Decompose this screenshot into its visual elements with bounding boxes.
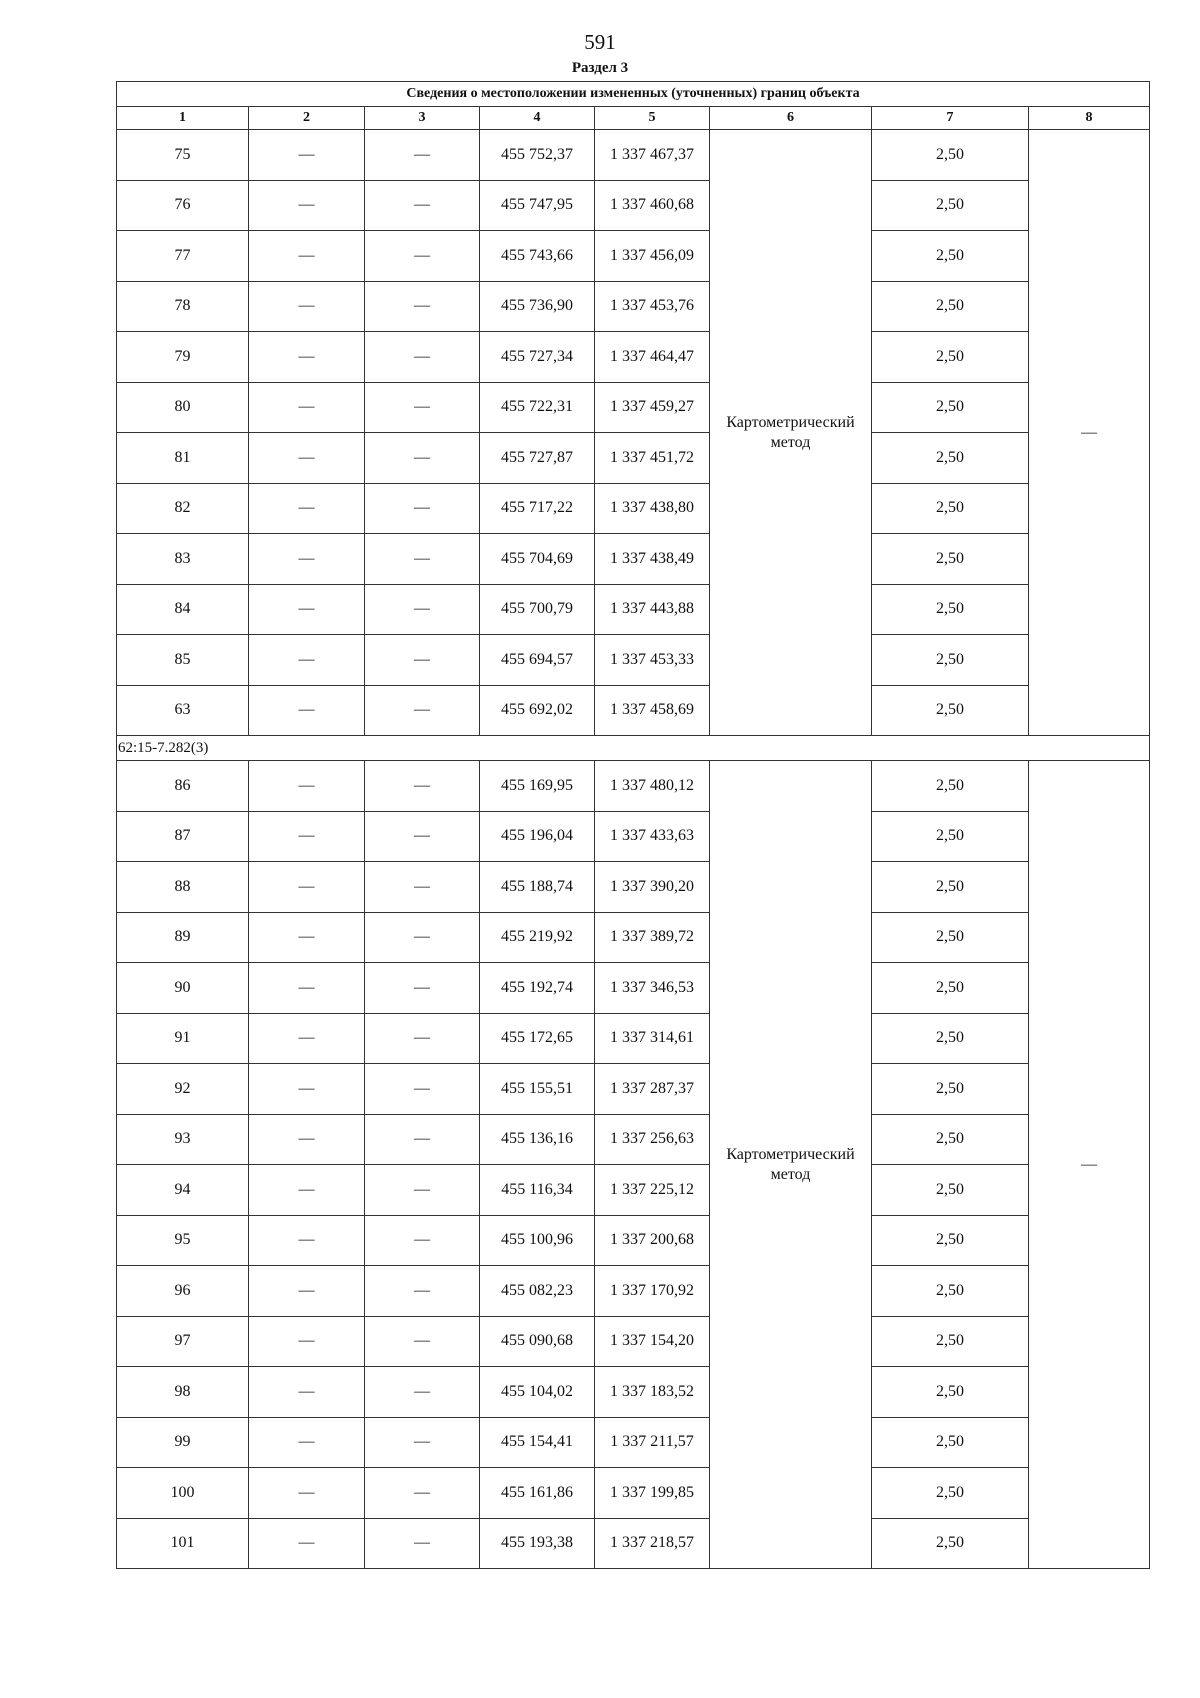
- col2-cell: —: [249, 281, 365, 332]
- point-number-cell: 77: [117, 231, 249, 282]
- y-coordinate-cell: 1 337 200,68: [595, 1215, 710, 1266]
- x-coordinate-cell: 455 172,65: [480, 1013, 595, 1064]
- accuracy-cell: 2,50: [872, 1013, 1029, 1064]
- y-coordinate-cell: 1 337 438,80: [595, 483, 710, 534]
- col3-cell: —: [365, 1316, 480, 1367]
- col3-cell: —: [365, 1417, 480, 1468]
- x-coordinate-cell: 455 704,69: [480, 534, 595, 585]
- accuracy-cell: 2,50: [872, 382, 1029, 433]
- accuracy-cell: 2,50: [872, 534, 1029, 585]
- point-number-cell: 90: [117, 963, 249, 1014]
- method-cell: Картометрический метод: [710, 761, 872, 1569]
- accuracy-cell: 2,50: [872, 1064, 1029, 1115]
- point-number-cell: 76: [117, 180, 249, 231]
- col3-cell: —: [365, 1367, 480, 1418]
- x-coordinate-cell: 455 154,41: [480, 1417, 595, 1468]
- table-row: [117, 1114, 1150, 1165]
- point-number-cell: 75: [117, 130, 249, 181]
- table-row: [117, 534, 1150, 585]
- x-coordinate-cell: 455 700,79: [480, 584, 595, 635]
- x-coordinate-cell: 455 082,23: [480, 1266, 595, 1317]
- y-coordinate-cell: 1 337 314,61: [595, 1013, 710, 1064]
- point-number-cell: 98: [117, 1367, 249, 1418]
- y-coordinate-cell: 1 337 154,20: [595, 1316, 710, 1367]
- point-number-cell: 80: [117, 382, 249, 433]
- col3-cell: —: [365, 963, 480, 1014]
- x-coordinate-cell: 455 161,86: [480, 1468, 595, 1519]
- point-number-cell: 101: [117, 1518, 249, 1569]
- point-number-cell: 99: [117, 1417, 249, 1468]
- col3-cell: —: [365, 332, 480, 383]
- table-row: [117, 1215, 1150, 1266]
- column-number: 5: [595, 107, 710, 130]
- col2-cell: —: [249, 1266, 365, 1317]
- point-number-cell: 84: [117, 584, 249, 635]
- x-coordinate-cell: 455 090,68: [480, 1316, 595, 1367]
- col2-cell: —: [249, 584, 365, 635]
- table-row: [117, 1064, 1150, 1115]
- accuracy-cell: 2,50: [872, 811, 1029, 862]
- col2-cell: —: [249, 231, 365, 282]
- col3-cell: —: [365, 811, 480, 862]
- y-coordinate-cell: 1 337 390,20: [595, 862, 710, 913]
- table-row: [117, 382, 1150, 433]
- method-cell: Картометрический метод: [710, 130, 872, 736]
- x-coordinate-cell: 455 104,02: [480, 1367, 595, 1418]
- y-coordinate-cell: 1 337 225,12: [595, 1165, 710, 1216]
- accuracy-cell: 2,50: [872, 862, 1029, 913]
- point-number-cell: 86: [117, 761, 249, 812]
- point-number-cell: 82: [117, 483, 249, 534]
- accuracy-cell: 2,50: [872, 912, 1029, 963]
- point-number-cell: 85: [117, 635, 249, 686]
- col3-cell: —: [365, 1266, 480, 1317]
- accuracy-cell: 2,50: [872, 635, 1029, 686]
- accuracy-cell: 2,50: [872, 963, 1029, 1014]
- col2-cell: —: [249, 483, 365, 534]
- col2-cell: —: [249, 1417, 365, 1468]
- y-coordinate-cell: 1 337 211,57: [595, 1417, 710, 1468]
- y-coordinate-cell: 1 337 459,27: [595, 382, 710, 433]
- point-number-cell: 63: [117, 685, 249, 736]
- x-coordinate-cell: 455 692,02: [480, 685, 595, 736]
- accuracy-cell: 2,50: [872, 1417, 1029, 1468]
- col2-cell: —: [249, 1114, 365, 1165]
- col2-cell: —: [249, 963, 365, 1014]
- point-number-cell: 96: [117, 1266, 249, 1317]
- point-number-cell: 94: [117, 1165, 249, 1216]
- x-coordinate-cell: 455 188,74: [480, 862, 595, 913]
- accuracy-cell: 2,50: [872, 584, 1029, 635]
- table-row: [117, 433, 1150, 484]
- y-coordinate-cell: 1 337 170,92: [595, 1266, 710, 1317]
- point-number-cell: 81: [117, 433, 249, 484]
- point-number-cell: 95: [117, 1215, 249, 1266]
- accuracy-cell: 2,50: [872, 130, 1029, 181]
- col2-cell: —: [249, 1468, 365, 1519]
- col2-cell: —: [249, 130, 365, 181]
- x-coordinate-cell: 455 717,22: [480, 483, 595, 534]
- table-row: [117, 1367, 1150, 1418]
- col3-cell: —: [365, 130, 480, 181]
- col3-cell: —: [365, 584, 480, 635]
- col2-cell: —: [249, 811, 365, 862]
- col3-cell: —: [365, 1468, 480, 1519]
- table-row: [117, 1165, 1150, 1216]
- accuracy-cell: 2,50: [872, 1468, 1029, 1519]
- x-coordinate-cell: 455 747,95: [480, 180, 595, 231]
- table-row: [117, 1468, 1150, 1519]
- accuracy-cell: 2,50: [872, 281, 1029, 332]
- col3-cell: —: [365, 635, 480, 686]
- y-coordinate-cell: 1 337 464,47: [595, 332, 710, 383]
- x-coordinate-cell: 455 116,34: [480, 1165, 595, 1216]
- col3-cell: —: [365, 483, 480, 534]
- col3-cell: —: [365, 382, 480, 433]
- col2-cell: —: [249, 761, 365, 812]
- col3-cell: —: [365, 862, 480, 913]
- x-coordinate-cell: 455 196,04: [480, 811, 595, 862]
- accuracy-cell: 2,50: [872, 433, 1029, 484]
- x-coordinate-cell: 455 136,16: [480, 1114, 595, 1165]
- y-coordinate-cell: 1 337 467,37: [595, 130, 710, 181]
- x-coordinate-cell: 455 752,37: [480, 130, 595, 181]
- point-number-cell: 88: [117, 862, 249, 913]
- col2-cell: —: [249, 1367, 365, 1418]
- col3-cell: —: [365, 1165, 480, 1216]
- accuracy-cell: 2,50: [872, 1165, 1029, 1216]
- y-coordinate-cell: 1 337 480,12: [595, 761, 710, 812]
- page-number: 591: [584, 30, 616, 54]
- col2-cell: —: [249, 912, 365, 963]
- table-row: [117, 811, 1150, 862]
- col2-cell: —: [249, 180, 365, 231]
- y-coordinate-cell: 1 337 456,09: [595, 231, 710, 282]
- table-row: [117, 761, 1150, 812]
- accuracy-cell: 2,50: [872, 1215, 1029, 1266]
- point-number-cell: 100: [117, 1468, 249, 1519]
- col3-cell: —: [365, 685, 480, 736]
- x-coordinate-cell: 455 743,66: [480, 231, 595, 282]
- col2-cell: —: [249, 433, 365, 484]
- y-coordinate-cell: 1 337 218,57: [595, 1518, 710, 1569]
- point-number-cell: 78: [117, 281, 249, 332]
- y-coordinate-cell: 1 337 453,33: [595, 635, 710, 686]
- accuracy-cell: 2,50: [872, 332, 1029, 383]
- col3-cell: —: [365, 761, 480, 812]
- col2-cell: —: [249, 1316, 365, 1367]
- col3-cell: —: [365, 231, 480, 282]
- table-row: [117, 281, 1150, 332]
- col3-cell: —: [365, 912, 480, 963]
- col3-cell: —: [365, 1518, 480, 1569]
- table-row: [117, 685, 1150, 736]
- table-row: [117, 862, 1150, 913]
- accuracy-cell: 2,50: [872, 483, 1029, 534]
- col8-cell: —: [1029, 761, 1150, 1569]
- col3-cell: —: [365, 534, 480, 585]
- table-row: [117, 130, 1150, 181]
- table-row: [117, 332, 1150, 383]
- column-number: 1: [117, 107, 249, 130]
- y-coordinate-cell: 1 337 460,68: [595, 180, 710, 231]
- table-row: [117, 584, 1150, 635]
- y-coordinate-cell: 1 337 438,49: [595, 534, 710, 585]
- col3-cell: —: [365, 1064, 480, 1115]
- col3-cell: —: [365, 180, 480, 231]
- y-coordinate-cell: 1 337 443,88: [595, 584, 710, 635]
- section-title: Раздел 3: [571, 60, 629, 76]
- column-number: 4: [480, 107, 595, 130]
- point-number-cell: 79: [117, 332, 249, 383]
- x-coordinate-cell: 455 219,92: [480, 912, 595, 963]
- table-row: [117, 1266, 1150, 1317]
- y-coordinate-cell: 1 337 451,72: [595, 433, 710, 484]
- table-row: [117, 635, 1150, 686]
- table-row: [117, 1417, 1150, 1468]
- point-number-cell: 92: [117, 1064, 249, 1115]
- col3-cell: —: [365, 1013, 480, 1064]
- x-coordinate-cell: 455 193,38: [480, 1518, 595, 1569]
- y-coordinate-cell: 1 337 346,53: [595, 963, 710, 1014]
- column-number: 6: [710, 107, 872, 130]
- accuracy-cell: 2,50: [872, 231, 1029, 282]
- table-row: [117, 231, 1150, 282]
- column-number: 7: [872, 107, 1029, 130]
- col2-cell: —: [249, 332, 365, 383]
- y-coordinate-cell: 1 337 183,52: [595, 1367, 710, 1418]
- col3-cell: —: [365, 433, 480, 484]
- col3-cell: —: [365, 1215, 480, 1266]
- col2-cell: —: [249, 635, 365, 686]
- column-number: 2: [249, 107, 365, 130]
- col2-cell: —: [249, 1165, 365, 1216]
- group-label-row: [117, 736, 1150, 761]
- accuracy-cell: 2,50: [872, 685, 1029, 736]
- y-coordinate-cell: 1 337 433,63: [595, 811, 710, 862]
- accuracy-cell: 2,50: [872, 180, 1029, 231]
- x-coordinate-cell: 455 736,90: [480, 281, 595, 332]
- accuracy-cell: 2,50: [872, 1518, 1029, 1569]
- table-row: [117, 483, 1150, 534]
- point-number-cell: 91: [117, 1013, 249, 1064]
- accuracy-cell: 2,50: [872, 761, 1029, 812]
- table-row: [117, 1316, 1150, 1367]
- table-row: [117, 1013, 1150, 1064]
- x-coordinate-cell: 455 100,96: [480, 1215, 595, 1266]
- group-label: 62:15-7.282(3): [117, 736, 1150, 761]
- point-number-cell: 89: [117, 912, 249, 963]
- point-number-cell: 87: [117, 811, 249, 862]
- col2-cell: —: [249, 1064, 365, 1115]
- table-body: [117, 130, 1150, 1569]
- y-coordinate-cell: 1 337 458,69: [595, 685, 710, 736]
- table-row: [117, 912, 1150, 963]
- coordinates-table: [116, 81, 1150, 1569]
- column-numbers-row: [117, 107, 1150, 130]
- col2-cell: —: [249, 862, 365, 913]
- x-coordinate-cell: 455 694,57: [480, 635, 595, 686]
- x-coordinate-cell: 455 169,95: [480, 761, 595, 812]
- point-number-cell: 83: [117, 534, 249, 585]
- accuracy-cell: 2,50: [872, 1266, 1029, 1317]
- column-number: 8: [1029, 107, 1150, 130]
- table-row: [117, 180, 1150, 231]
- col3-cell: —: [365, 281, 480, 332]
- y-coordinate-cell: 1 337 389,72: [595, 912, 710, 963]
- col2-cell: —: [249, 1215, 365, 1266]
- col2-cell: —: [249, 1518, 365, 1569]
- x-coordinate-cell: 455 722,31: [480, 382, 595, 433]
- accuracy-cell: 2,50: [872, 1114, 1029, 1165]
- column-number: 3: [365, 107, 480, 130]
- col2-cell: —: [249, 534, 365, 585]
- col2-cell: —: [249, 382, 365, 433]
- table-row: [117, 963, 1150, 1014]
- col8-cell: —: [1029, 130, 1150, 736]
- accuracy-cell: 2,50: [872, 1316, 1029, 1367]
- point-number-cell: 93: [117, 1114, 249, 1165]
- y-coordinate-cell: 1 337 199,85: [595, 1468, 710, 1519]
- table-row: [117, 1518, 1150, 1569]
- x-coordinate-cell: 455 727,87: [480, 433, 595, 484]
- table-title: Сведения о местоположении измененных (уточненных) границ объекта: [117, 82, 1150, 107]
- y-coordinate-cell: 1 337 453,76: [595, 281, 710, 332]
- x-coordinate-cell: 455 727,34: [480, 332, 595, 383]
- y-coordinate-cell: 1 337 287,37: [595, 1064, 710, 1115]
- accuracy-cell: 2,50: [872, 1367, 1029, 1418]
- col3-cell: —: [365, 1114, 480, 1165]
- point-number-cell: 97: [117, 1316, 249, 1367]
- y-coordinate-cell: 1 337 256,63: [595, 1114, 710, 1165]
- x-coordinate-cell: 455 192,74: [480, 963, 595, 1014]
- col2-cell: —: [249, 1013, 365, 1064]
- x-coordinate-cell: 455 155,51: [480, 1064, 595, 1115]
- col2-cell: —: [249, 685, 365, 736]
